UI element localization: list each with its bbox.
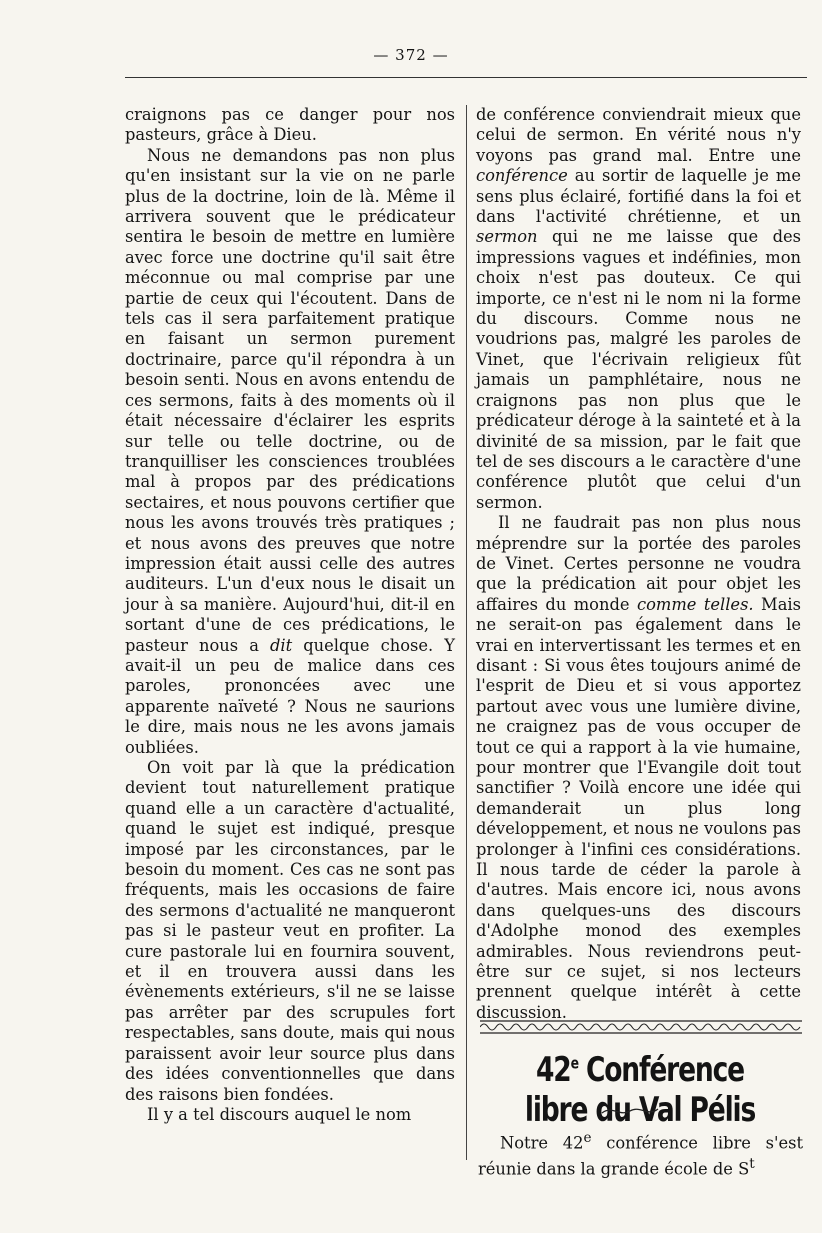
left-column — [125, 105, 455, 1125]
section-title — [507, 1050, 772, 1130]
right-column — [476, 105, 801, 1023]
page-number: — 372 — — [373, 46, 449, 64]
column-divider — [466, 105, 467, 1160]
paragraph-7-text-a: Notre 42 — [500, 1133, 584, 1153]
paragraph-6-emphasis: comme telles. — [636, 594, 754, 614]
paragraph-7-superscript: e — [583, 1130, 592, 1146]
paragraph-7 — [478, 1128, 803, 1180]
paragraph-1: craignons pas ce danger pour nos pasteurs, grâce à Dieu. — [125, 105, 455, 145]
paragraph-2-emphasis: dit — [269, 635, 293, 655]
paragraph-5-text-c: qui ne me laisse que des impressions vagues et indéfinies, mon choix n'est pas douteux. Ce qui importe, ce n'est ni le nom ni la forme du discours. Comme nous ne voudrions pas, malgré les paroles de Vinet, que l'écrivain religieux fût jamais un pamphlétaire, nous ne craignons pas non plus que le prédicateur déroge à la sainteté et à la divinité de sa mission, par le fait que tel de ses discours a le caractère d'une conférence plutôt que celui d'un sermon. — [476, 227, 801, 512]
paragraph-7-superscript-2: t — [749, 1155, 755, 1172]
paragraph-5-text-a: de conférence conviendrait mieux que celui de sermon. En vérité nous n'y voyons pas grand mal. Entre une — [476, 105, 801, 165]
paragraph-5-text-b: au sortir de laquelle je me sens plus éclairé, fortifié dans la foi et dans l'activité chrétienne, et un — [476, 166, 801, 227]
paragraph-2 — [125, 146, 455, 758]
header-rule — [125, 77, 807, 78]
paragraph-3: On voit par là que la prédication devient tout naturellement pratique quand elle a un caractère d'actualité, quand le sujet est indiqué, presque imposé par les circonstances, par le besoin du moment. Ces cas ne sont pas fréquents, mais les occasions de faire des sermons d'actualité ne manqueront pas si le pasteur veut en profiter. La cure pastorale lui en fournira souvent, et il en trouvera aussi dans les évènements extérieurs, s'il ne se laisse pas arrêter par des scrupules fort respectables, sans doute, mais qui nous paraissent avoir leur source plus dans des idées conventionnelles que dans des raisons bien fondées. — [125, 758, 455, 1104]
paragraph-2-text: Nous ne demandons pas non plus qu'en insistant sur la vie on ne parle plus de la doctrine, loin de là. Même il arrivera souvent que le prédicateur sentira le besoin de mettre en lumière avec force une doctrine qu'il sait être méconnue ou mal comprise par une partie de ceux qui l'écoutent. Dans de tels cas il sera parfaitement pratique en faisant un sermon purement doctrinaire, parce qu'il répondra à un besoin senti. Nous en avons entendu de ces sermons, faits à des moments où il était nécessaire d'éclairer les esprits sur telle ou telle doctrine, ou de tranquilliser les consciences troublées mal à propos par des prédications sectaires, et nous pouvons certifier que nous les avons trouvés très pratiques ; et nous avons des preuves que notre impression était aussi celle des autres auditeurs. L'un d'eux nous le disait un jour à sa manière. Aujourd'hui, dit-il en sortant d'une de ces prédications, le pasteur nous a — [125, 145, 455, 655]
ornament-divider — [480, 1018, 802, 1036]
section-body — [478, 1128, 803, 1180]
title-number: 42 — [536, 1050, 571, 1090]
paragraph-5-emphasis-1: conférence — [476, 166, 568, 186]
paragraph-6-text-b: Mais ne serait-on pas également dans le vrai en intervertissant les termes et en disant : Si vous êtes toujours animé de l'esprit de Dieu et si vous apportez partout avec vous une lumière divine, ne craignez pas de vous occuper de tout ce qui a rapport à la vie humaine, pour montrer que l'Evangile doit tout sanctifier ? Voilà encore une idée qui demanderait un plus long développement, et nous ne voulons pas prolonger à l'infini ces considérations. Il nous tarde de céder la parole à d'autres. Mais encore ici, nous avons dans quelques-uns des discours d'Adolphe monod des exemples admirables. Nous reviendrons peut-être sur ce sujet, si nos lecteurs prennent quelque intérêt à cette discussion. — [476, 594, 801, 1022]
title-superscript: e — [570, 1053, 578, 1073]
paragraph-2-text-end: quelque chose. Y avait-il un peu de malice dans ces paroles, prononcées avec une apparente naïveté ? Nous ne saurions le dire, mais nous ne les avons jamais oubliées. — [125, 635, 455, 757]
paragraph-7-text-b: conférence libre s'est réunie dans la grande école de S — [478, 1133, 803, 1179]
paragraph-5-emphasis-2: sermon — [476, 227, 538, 247]
title-text: Conférence libre du Val Pélis — [524, 1050, 756, 1130]
paragraph-5 — [476, 105, 801, 513]
paragraph-6-text-a: Il ne faudrait pas non plus nous méprendre sur la portée des paroles de Vinet. Certes personne ne voudra que la prédication ait pour objet les affaires du monde — [476, 513, 801, 614]
paragraph-4: Il y a tel discours auquel le nom — [147, 1104, 412, 1124]
title-flourish — [600, 1105, 660, 1117]
paragraph-6 — [476, 513, 801, 1023]
